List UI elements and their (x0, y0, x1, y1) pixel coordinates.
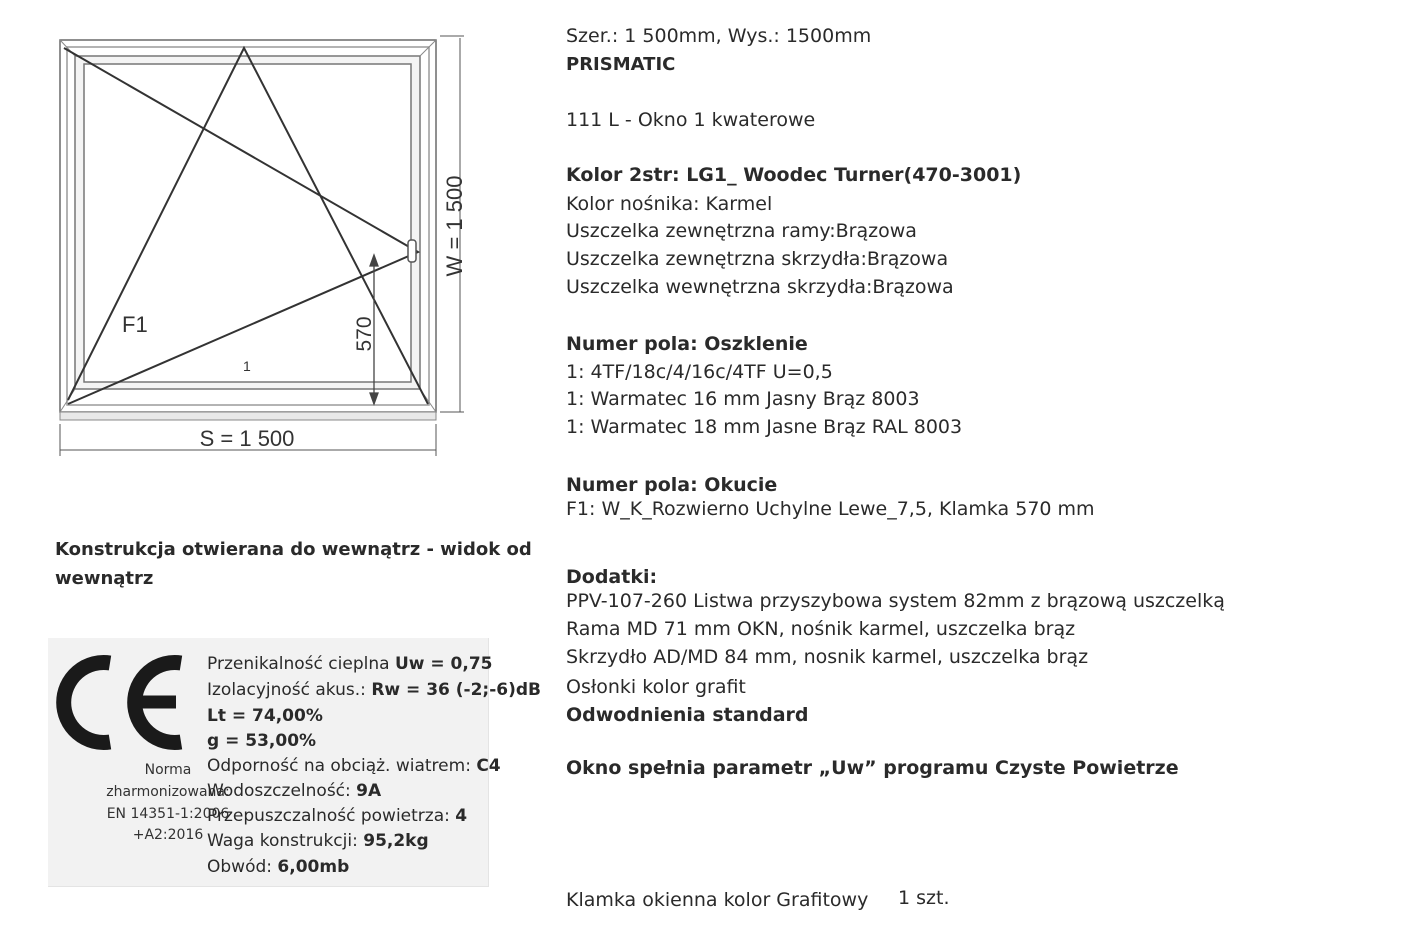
glazing-heading: Numer pola: Oszklenie (566, 333, 808, 355)
spec-value: Rw = 36 (-2;-6)dB (371, 680, 541, 700)
window-type: 111 L - Okno 1 kwaterowe (566, 109, 816, 131)
spec-label: Wodoszczelność: (207, 781, 357, 801)
extras-line: Rama MD 71 mm OKN, nośnik karmel, uszczelka brąz (566, 618, 1076, 640)
bottom-sill (60, 412, 436, 420)
norm-line: +A2:2016 (132, 827, 204, 843)
caption-line-1: Konstrukcja otwierana do wewnątrz - widok od (55, 539, 532, 560)
color-line: Uszczelka zewnętrzna ramy:Brązowa (566, 220, 917, 242)
color-line: Uszczelka zewnętrzna skrzydła:Brązowa (566, 248, 949, 270)
spec-uw (207, 654, 492, 674)
extras-line: Skrzydło AD/MD 84 mm, nosnik karmel, uszczelka brąz (566, 646, 1089, 668)
color-heading: Kolor 2str: LG1_ Woodec Turner(470-3001) (566, 164, 1022, 186)
spec-label: Odporność na obciąż. wiatrem: (207, 756, 477, 776)
handle-item: Klamka okienna kolor Grafitowy (566, 889, 869, 911)
spec-value: Lt = 74,00% (207, 706, 323, 726)
spec-label: Waga konstrukcji: (207, 831, 364, 851)
handle-icon (408, 240, 416, 262)
handle-qty: 1 szt. (898, 887, 950, 909)
extras-line: PPV-107-260 Listwa przyszybowa system 82mm z brązową uszczelką (566, 590, 1225, 612)
caption-line-2: wewnątrz (55, 568, 154, 589)
norm-line: zharmonizowana: (106, 784, 230, 800)
spec-weight (207, 831, 429, 851)
handle-height-label: 570 (353, 316, 376, 352)
color-line: Uszczelka wewnętrzna skrzydła:Brązowa (566, 276, 954, 298)
height-label: W = 1 500 (442, 175, 467, 277)
spec-value: 9A (356, 781, 382, 801)
norm-line: EN 14351-1:2006 (106, 806, 230, 822)
spec-label: Obwód: (207, 857, 278, 877)
glazing-line: 1: 4TF/18c/4/16c/4TF U=0,5 (566, 361, 833, 383)
glazing-line: 1: Warmatec 18 mm Jasne Brąz RAL 8003 (566, 416, 963, 438)
norm-line: Norma (144, 762, 192, 778)
spec-label: Izolacyjność akus.: (207, 680, 372, 700)
spec-rw (207, 680, 541, 700)
field-number: 1 (243, 358, 251, 374)
color-line: Kolor nośnika: Karmel (566, 193, 773, 215)
ce-mark-icon (48, 638, 198, 758)
spec-label: Przepuszczalność powietrza: (207, 806, 456, 826)
spec-value: C4 (476, 756, 501, 776)
width-label: S = 1 500 (199, 426, 295, 451)
spec-value: g = 53,00% (207, 731, 317, 751)
spec-lt (207, 706, 323, 726)
spec-value: Uw = 0,75 (394, 654, 493, 674)
spec-g (207, 731, 316, 751)
spec-perimeter (207, 857, 349, 877)
hardware-line: F1: W_K_Rozwierno Uchylne Lewe_7,5, Klamka 570 mm (566, 498, 1095, 520)
spec-label: Przenikalność cieplna (207, 654, 395, 674)
compliance-note: Okno spełnia parametr „Uw” programu Czyste Powietrze (566, 757, 1179, 779)
extras-line: Osłonki kolor grafit (566, 676, 746, 698)
spec-value: 6,00mb (277, 857, 350, 877)
dimensions: Szer.: 1 500mm, Wys.: 1500mm (566, 25, 872, 47)
extras-heading: Dodatki: (566, 566, 658, 588)
spec-air (207, 806, 467, 826)
spec-wind (207, 756, 501, 776)
glazing-line: 1: Warmatec 16 mm Jasny Brąz 8003 (566, 388, 920, 410)
spec-water (207, 781, 381, 801)
system-name: PRISMATIC (566, 54, 676, 75)
hardware-heading: Numer pola: Okucie (566, 474, 778, 496)
spec-value: 95,2kg (363, 831, 429, 851)
window-drawing (0, 0, 480, 470)
sash-label: F1 (122, 312, 148, 337)
spec-value: 4 (455, 806, 468, 826)
drainage: Odwodnienia standard (566, 704, 809, 726)
